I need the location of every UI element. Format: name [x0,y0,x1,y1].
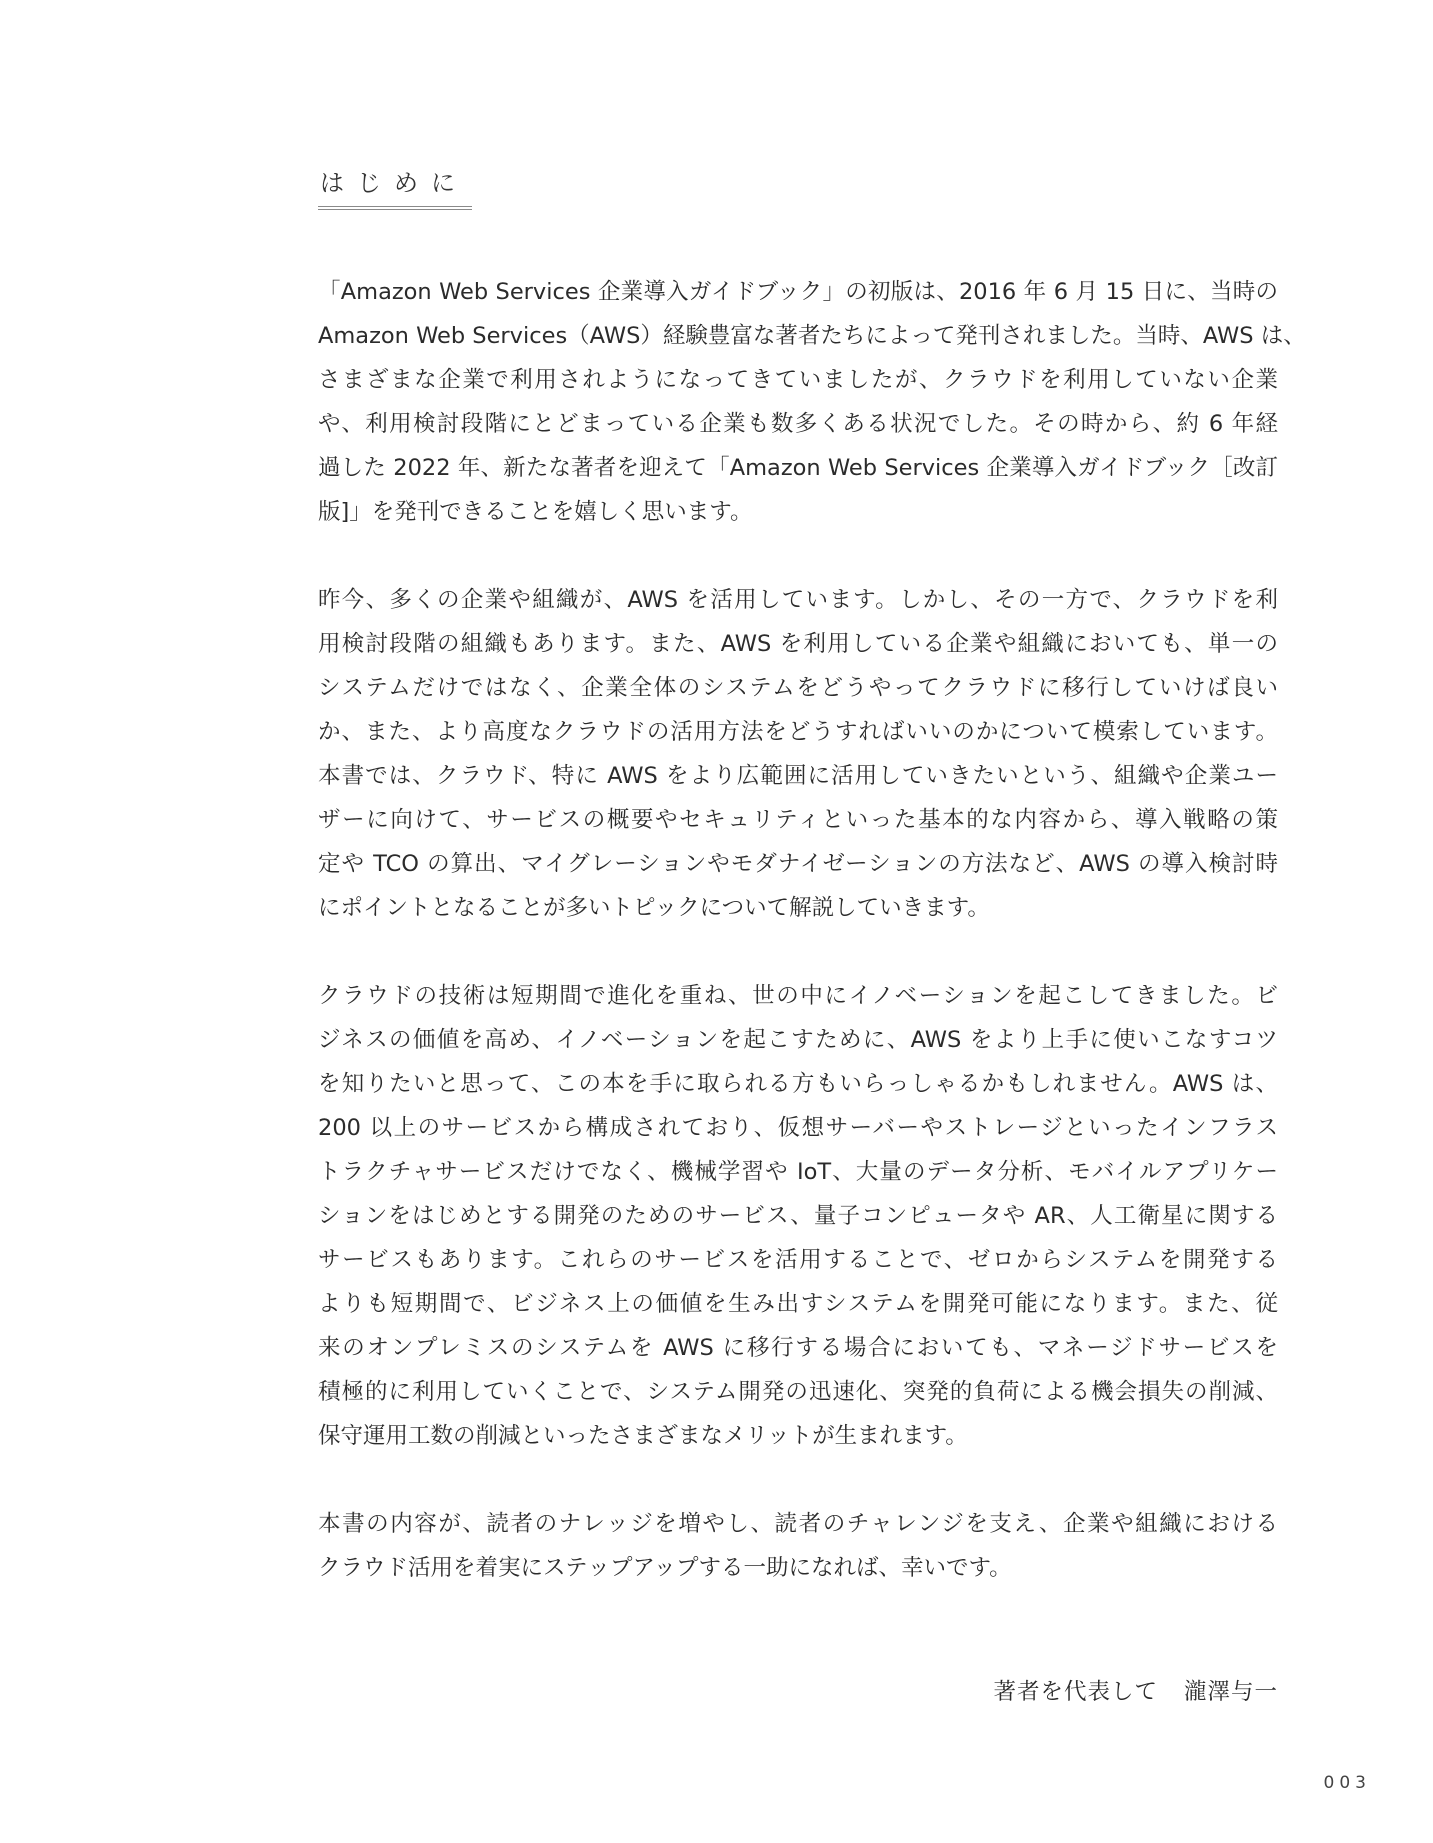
paragraph-line: 昨今、多くの企業や組織が、AWS を活用しています。しかし、その一方で、クラウドを利 [318,587,1278,613]
paragraph-line: 版]」を発刊できることを嬉しく思います。 [318,499,753,525]
paragraph-line: 本書では、クラウド、特に AWS をより広範囲に活用していきたいという、組織や企業ユー [318,763,1278,789]
paragraph-line: 本書の内容が、読者のナレッジを増やし、読者のチャレンジを支え、企業や組織における [318,1511,1278,1537]
paragraph-3 [318,974,1278,1458]
signature-role: 著者を代表して [993,1679,1158,1705]
body-text [318,270,1306,1634]
paragraph-line: トラクチャサービスだけでなく、機械学習や IoT、大量のデータ分析、モバイルアプリケー [318,1159,1278,1185]
paragraph-line: さまざまな企業で利用されようになってきていましたが、クラウドを利用していない企業 [318,367,1278,393]
paragraph-line: を知りたいと思って、この本を手に取られる方もいらっしゃるかもしれません。AWS は、 [318,1071,1278,1097]
paragraph-line: 来のオンプレミスのシステムを AWS に移行する場合においても、マネージドサービスを [318,1335,1278,1361]
paragraph-line: サービスもあります。これらのサービスを活用することで、ゼロからシステムを開発する [318,1247,1278,1273]
paragraph-line: 積極的に利用していくことで、システム開発の迅速化、突発的負荷による機会損失の削減、 [318,1379,1278,1405]
paragraph-line: 200 以上のサービスから構成されており、仮想サーバーやストレージといったインフラス [318,1115,1278,1141]
paragraph-line: や、利用検討段階にとどまっている企業も数多くある状況でした。その時から、約 6 年経 [318,411,1278,437]
paragraph-line: Amazon Web Services（AWS）経験豊富な著者たちによって発刊されました。当時、AWS は、 [318,323,1306,349]
paragraph-line: 用検討段階の組織もあります。また、AWS を利用している企業や組織においても、単一の [318,631,1278,657]
heading-wrap [318,168,472,210]
paragraph-line: 過した 2022 年、新たな著者を迎えて「Amazon Web Services 企業導入ガイドブック［改訂 [318,455,1278,481]
signature [993,1674,1278,1706]
paragraph-2 [318,578,1278,930]
paragraph-1 [318,270,1306,534]
paragraph-line: システムだけではなく、企業全体のシステムをどうやってクラウドに移行していけば良い [318,675,1278,701]
paragraph-line: 保守運用工数の削減といったさまざまなメリットが生まれます。 [318,1423,968,1449]
paragraph-line: か、また、より高度なクラウドの活用方法をどうすればいいのかについて模索しています。 [318,719,1278,745]
paragraph-line: ザーに向けて、サービスの概要やセキュリティといった基本的な内容から、導入戦略の策 [318,807,1278,833]
paragraph-line: クラウド活用を着実にステップアップする一助になれば、幸いです。 [318,1555,1012,1581]
paragraph-line: ジネスの価値を高め、イノベーションを起こすために、AWS をより上手に使いこなすコツ [318,1027,1278,1053]
page-number: 003 [1323,1773,1371,1793]
signature-name: 瀧澤与一 [1183,1679,1278,1705]
paragraph-line: 「Amazon Web Services 企業導入ガイドブック」の初版は、2016 年 6 月 15 日に、当時の [318,279,1278,305]
paragraph-4 [318,1502,1278,1590]
page-heading: はじめに [318,168,472,210]
paragraph-line: にポイントとなることが多いトピックについて解説していきます。 [318,895,990,921]
paragraph-line: よりも短期間で、ビジネス上の価値を生み出すシステムを開発可能になります。また、従 [318,1291,1278,1317]
paragraph-line: 定や TCO の算出、マイグレーションやモダナイゼーションの方法など、AWS の導入検討時 [318,851,1278,877]
paragraph-line: クラウドの技術は短期間で進化を重ね、世の中にイノベーションを起こしてきました。ビ [318,983,1278,1009]
paragraph-line: ションをはじめとする開発のためのサービス、量子コンピュータや AR、人工衛星に関する [318,1203,1278,1229]
